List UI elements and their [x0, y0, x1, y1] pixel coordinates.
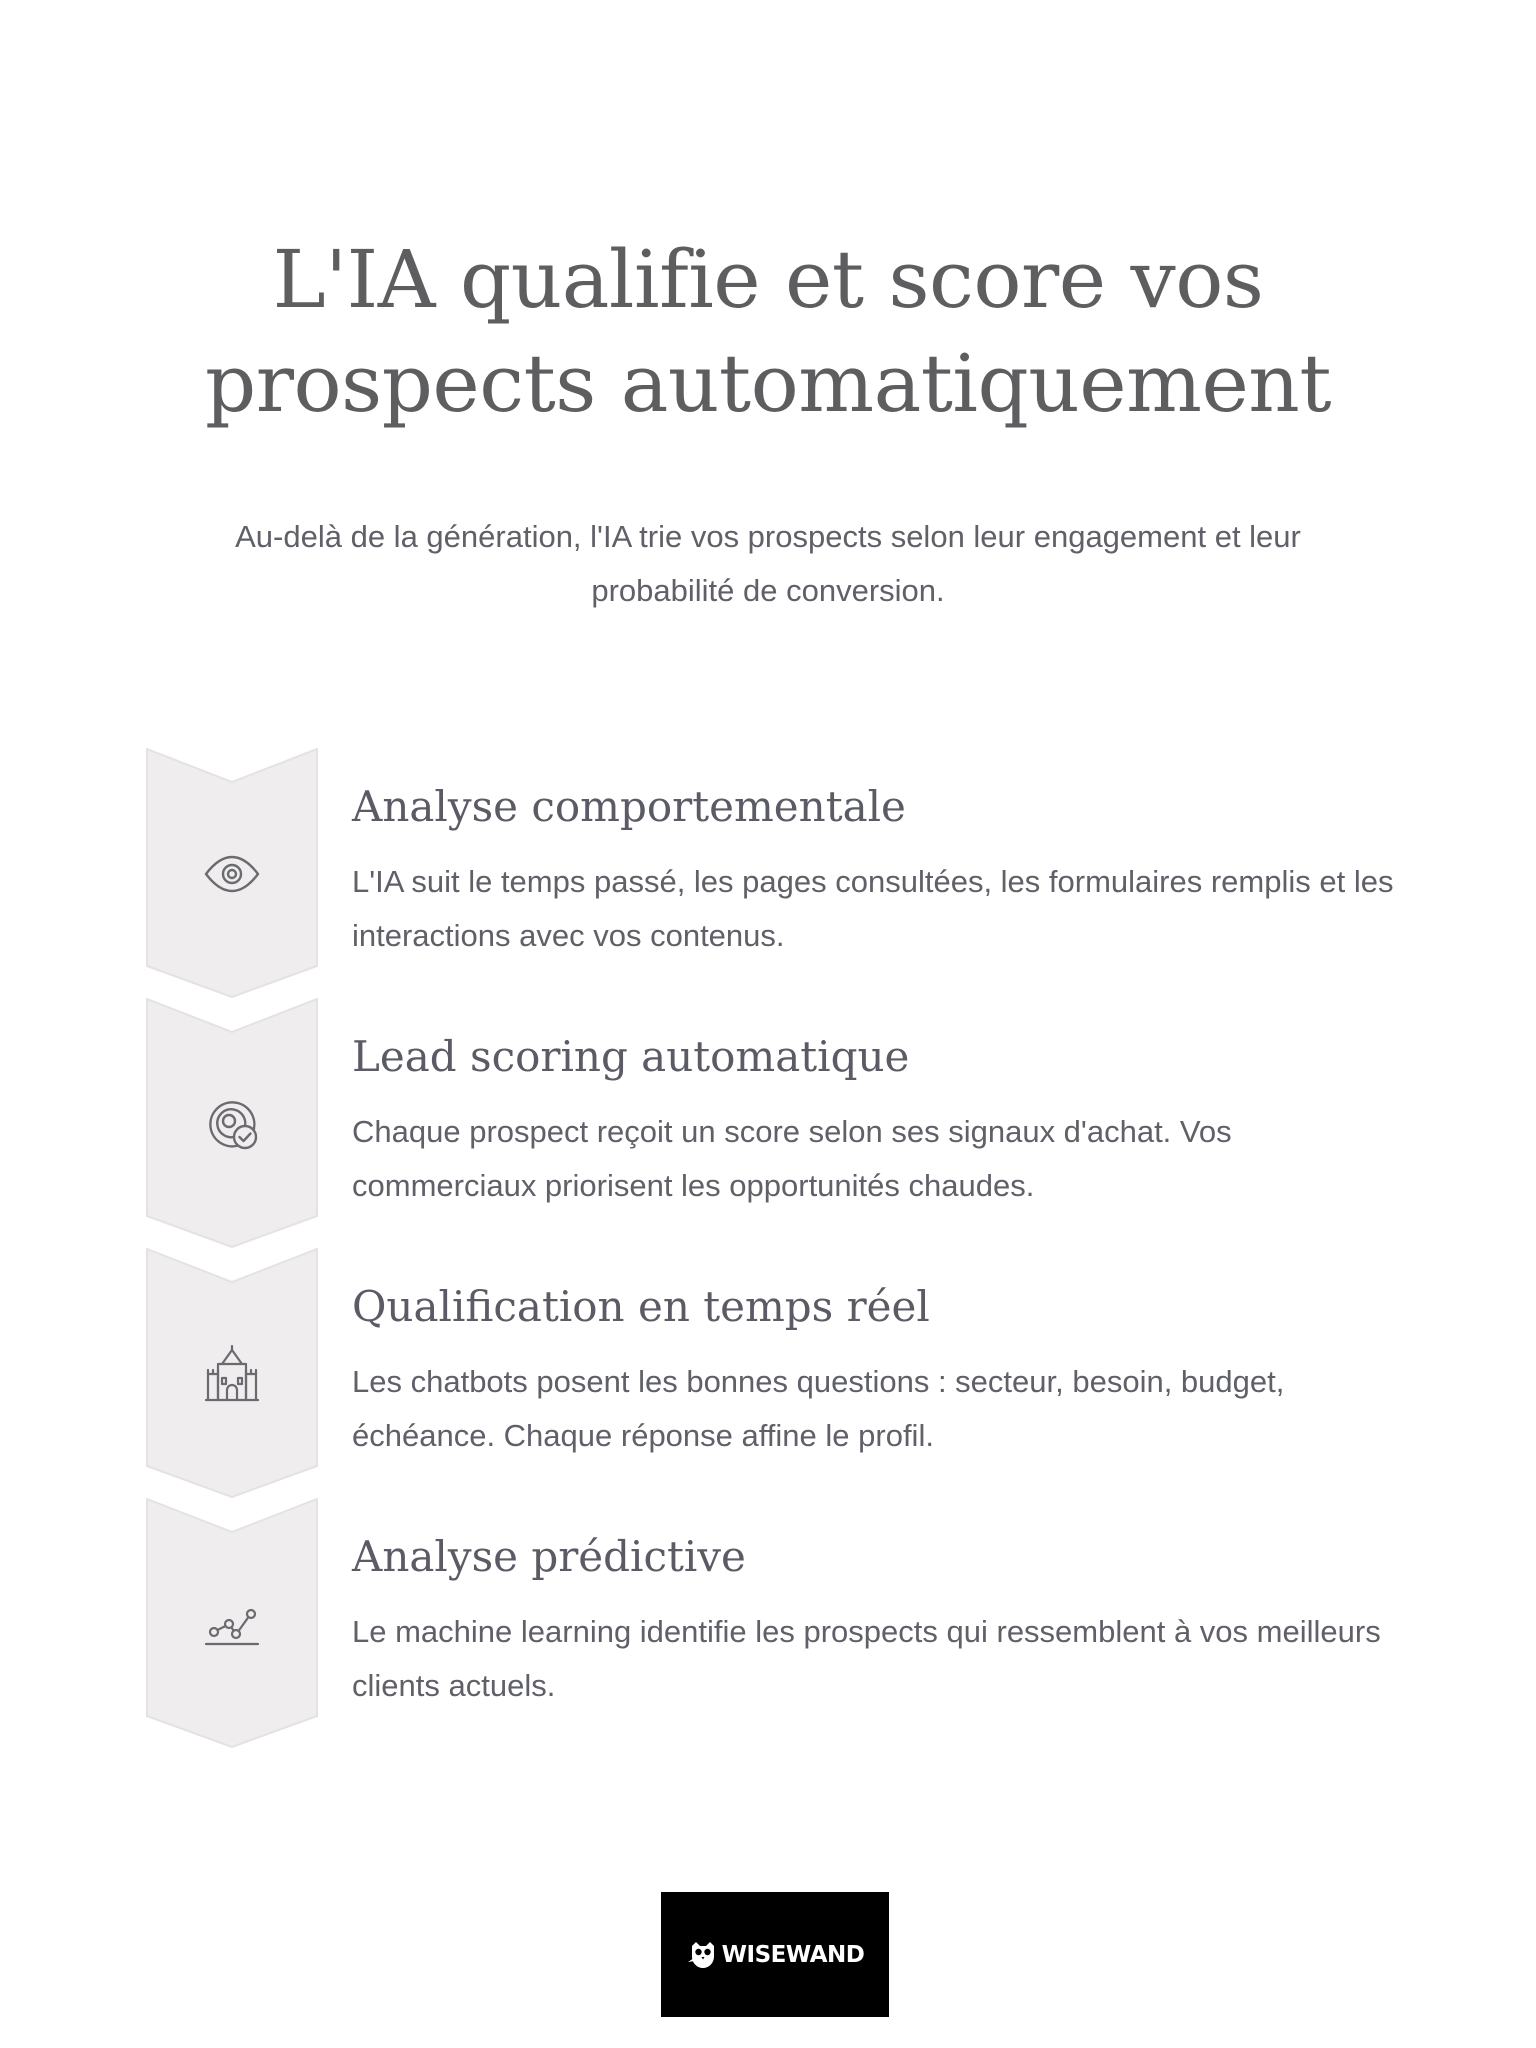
target-check-icon	[202, 1094, 262, 1154]
step-3-description: Les chatbots posent les bonnes questions : secteur, besoin, budget, échéance. Chaque réponse affine le profil.	[352, 1364, 1285, 1453]
trend-line-icon	[202, 1594, 262, 1654]
wisewand-logo	[661, 1892, 889, 2017]
step-2-title: Lead scoring automatique	[352, 1032, 910, 1081]
step-4-title: Analyse prédictive	[352, 1532, 746, 1581]
logo-text: WISEWAND	[721, 1941, 865, 1968]
step-4-description: Le machine learning identifie les prospects qui ressemblent à vos meilleurs clients actuels.	[352, 1614, 1381, 1703]
step-3-title: Qualification en temps réel	[352, 1282, 930, 1331]
step-1-description: L'IA suit le temps passé, les pages consultées, les formulaires remplis et les interactions avec vos contenus.	[352, 864, 1394, 953]
page-subtitle-line-1: Au-delà de la génération, l'IA trie vos prospects selon leur engagement et leur	[235, 519, 1301, 554]
page-title-line-2: prospects automatiquement	[205, 337, 1331, 430]
page-title-line-1: L'IA qualifie et score vos	[272, 233, 1264, 326]
castle-icon	[202, 1344, 262, 1404]
page-subtitle-line-2: probabilité de conversion.	[591, 573, 945, 608]
step-1-title: Analyse comportementale	[352, 782, 906, 831]
owl-icon	[686, 1940, 720, 1970]
logo-mark	[686, 1940, 865, 1970]
step-2-description: Chaque prospect reçoit un score selon ses signaux d'achat. Vos commerciaux priorisent les opportunités chaudes.	[352, 1114, 1232, 1203]
eye-icon	[202, 844, 262, 904]
